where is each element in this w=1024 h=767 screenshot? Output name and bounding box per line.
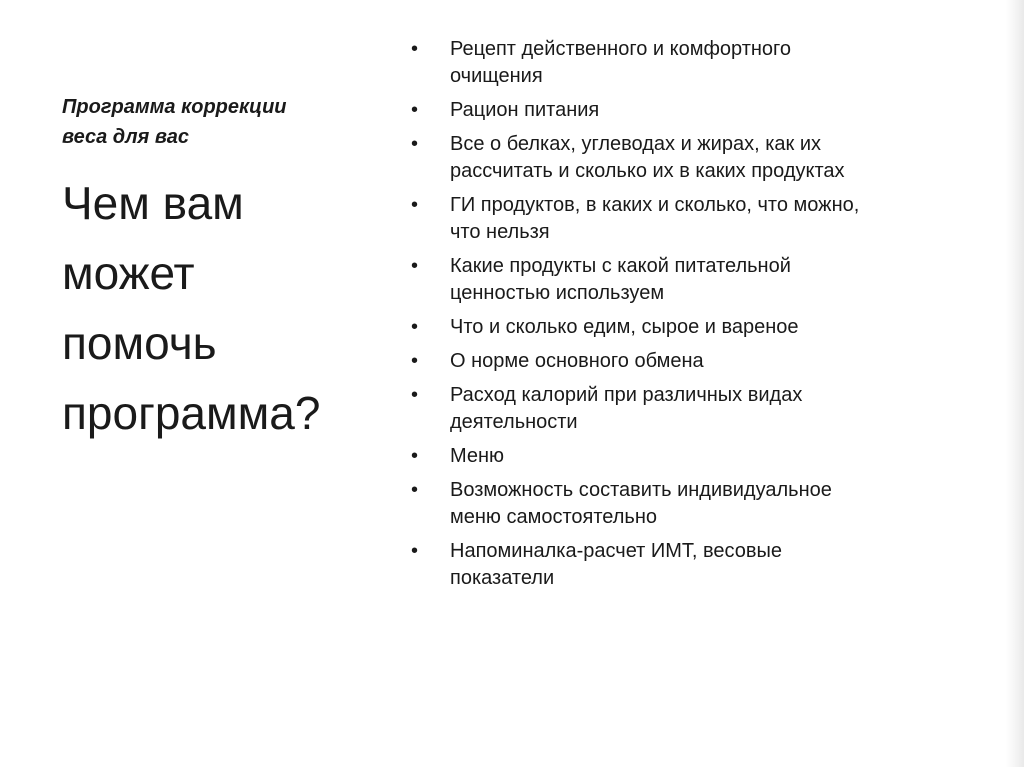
slide-edge-shadow — [1006, 0, 1024, 767]
bullet-icon: • — [411, 99, 419, 121]
slide-title: Чем вам может помочь программа? — [62, 177, 321, 439]
list-item — [408, 97, 948, 124]
list-item-text: Какие продукты с какой питательной ценностью используем — [450, 255, 791, 304]
bullet-icon: • — [411, 350, 419, 372]
bullet-icon: • — [411, 316, 419, 338]
right-column — [408, 36, 948, 599]
list-item-text: Что и сколько едим, сырое и вареное — [450, 316, 799, 338]
list-item — [408, 348, 948, 375]
list-item-text: Расход калорий при различных видах деятельности — [450, 384, 803, 433]
bullet-icon: • — [411, 384, 419, 406]
bullet-icon: • — [411, 445, 419, 467]
bullet-icon: • — [411, 133, 419, 155]
bullet-icon: • — [411, 194, 419, 216]
bullet-icon: • — [411, 38, 419, 60]
list-item-text: Напоминалка-расчет ИМТ, весовые показатели — [450, 540, 783, 589]
list-item-text: Все о белках, углеводах и жирах, как их рассчитать и сколько их в каких продуктах — [450, 133, 845, 182]
slide-subtitle: Программа коррекции веса для вас — [62, 96, 287, 148]
list-item — [408, 36, 948, 90]
bullet-icon: • — [411, 255, 419, 277]
list-item-text: Меню — [450, 445, 505, 467]
list-item — [408, 382, 948, 436]
list-item — [408, 443, 948, 470]
bullet-list — [408, 36, 948, 592]
list-item-text: ГИ продуктов, в каких и сколько, что можно, что нельзя — [450, 194, 860, 243]
list-item-text: Рацион питания — [450, 99, 600, 121]
list-item — [408, 477, 948, 531]
list-item-text: Возможность составить индивидуальное меню самостоятельно — [450, 479, 832, 528]
bullet-icon: • — [411, 479, 419, 501]
list-item — [408, 314, 948, 341]
bullet-icon: • — [411, 540, 419, 562]
list-item — [408, 131, 948, 185]
list-item — [408, 253, 948, 307]
list-item — [408, 538, 948, 592]
list-item-text: Рецепт действенного и комфортного очищения — [450, 38, 792, 87]
list-item-text: О норме основного обмена — [450, 350, 704, 372]
left-column — [62, 92, 382, 448]
list-item — [408, 192, 948, 246]
